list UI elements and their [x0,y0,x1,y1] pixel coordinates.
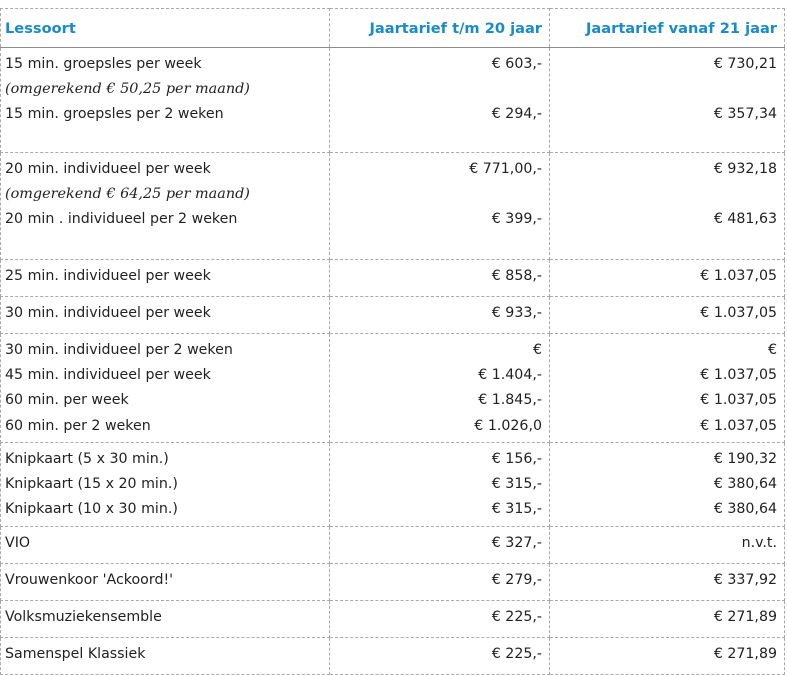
price-to-20-cell [330,334,550,443]
price-from-21-cell [550,601,785,638]
price-from-21-cell [550,334,785,443]
price-value: n.v.t. [741,535,777,551]
lesson-type-cell [1,601,330,638]
table-row [1,601,785,638]
price-value: € 1.404,- [478,367,542,384]
price-value: € 1.845,- [478,392,542,409]
lesson-label: Samenspel Klassiek [5,646,146,662]
lesson-type-cell [1,297,330,334]
price-from-21-cell [550,527,785,564]
price-value: € 481,63 [713,211,777,228]
table-row [1,153,785,260]
price-from-21-cell [550,48,785,153]
price-value: € 271,89 [713,646,777,662]
table-row [1,297,785,334]
price-to-20-cell [330,527,550,564]
price-value: € 315,- [491,476,542,493]
price-to-20-cell [330,601,550,638]
price-value: € 225,- [491,646,542,662]
lesson-label: 20 min. individueel per week [5,161,211,177]
price-value: € 1.037,05 [700,417,777,434]
price-value: € 294,- [491,106,542,123]
price-to-20-cell [330,48,550,153]
table-row [1,48,785,153]
price-to-20-cell [330,443,550,527]
table-row [1,638,785,675]
lesson-type-cell [1,564,330,601]
lesson-type-cell [1,334,330,443]
price-value: € 1.037,05 [700,305,777,321]
lesson-label: 60 min. per week [5,392,129,409]
lesson-label: 15 min. groepsles per week [5,56,202,72]
price-from-21-cell [550,638,785,675]
price-value: € 771,00,- [469,161,542,177]
price-value: € [532,342,542,358]
monthly-note: (omgerekend € 64,25 per maand) [5,186,250,203]
lesson-label: 30 min. individueel per 2 weken [5,342,233,358]
lesson-label: Knipkaart (10 x 30 min.) [5,501,178,518]
table-row [1,443,785,527]
price-to-20-cell [330,260,550,297]
price-value: € 1.037,05 [700,392,777,409]
price-to-20-cell [330,297,550,334]
price-value: € [767,342,777,358]
price-value: € 858,- [491,268,542,284]
table-row [1,260,785,297]
price-value: € 327,- [491,535,542,551]
price-value: € 190,32 [713,451,777,467]
column-header-lessoort: Lessoort [1,9,330,48]
price-value: € 1.026,0 [474,417,542,434]
price-value: € 1.037,05 [700,268,777,284]
price-value: € 1.037,05 [700,367,777,384]
price-value: € 271,89 [713,609,777,625]
price-value: € 933,- [491,305,542,321]
price-value: € 603,- [491,56,542,72]
table-header-row [1,9,785,48]
price-from-21-cell [550,564,785,601]
column-header-price-from-21: Jaartarief vanaf 21 jaar [550,9,785,48]
price-value [334,77,542,102]
price-value: € 156,- [491,451,542,467]
lesson-label: 60 min. per 2 weken [5,417,151,434]
lesson-label: Knipkaart (5 x 30 min.) [5,451,169,467]
price-value: € 225,- [491,609,542,625]
price-value: € 279,- [491,572,542,588]
monthly-note: (omgerekend € 50,25 per maand) [5,81,250,98]
lesson-label: 25 min. individueel per week [5,268,211,284]
price-to-20-cell [330,638,550,675]
lesson-label: 30 min. individueel per week [5,305,211,321]
price-value [334,182,542,207]
price-value: € 380,64 [713,501,777,518]
lesson-type-cell [1,260,330,297]
table-row [1,334,785,443]
table-body [1,48,785,675]
price-value: € 315,- [491,501,542,518]
lesson-type-cell [1,527,330,564]
price-to-20-cell [330,153,550,260]
lesson-label: VIO [5,535,31,551]
price-to-20-cell [330,564,550,601]
price-value: € 357,34 [713,106,777,123]
lesson-type-cell [1,153,330,260]
price-from-21-cell [550,297,785,334]
price-value: € 380,64 [713,476,777,493]
table-row [1,564,785,601]
lesson-label: Volksmuziekensemble [5,609,162,625]
price-from-21-cell [550,443,785,527]
price-from-21-cell [550,260,785,297]
tariff-table [0,8,785,675]
lesson-type-cell [1,638,330,675]
lesson-label: 15 min. groepsles per 2 weken [5,106,224,123]
lesson-label: 20 min . individueel per 2 weken [5,211,238,228]
price-value: € 337,92 [713,572,777,588]
price-value: € 932,18 [713,161,777,177]
price-value: € 730,21 [713,56,777,72]
lesson-type-cell [1,48,330,153]
column-header-price-to-20: Jaartarief t/m 20 jaar [330,9,550,48]
lesson-label: Vrouwenkoor 'Ackoord!' [5,572,174,588]
price-from-21-cell [550,153,785,260]
lesson-type-cell [1,443,330,527]
table-row [1,527,785,564]
lesson-label: 45 min. individueel per week [5,367,211,384]
price-value [554,77,777,102]
lesson-label: Knipkaart (15 x 20 min.) [5,476,178,493]
price-value: € 399,- [491,211,542,228]
price-value [554,182,777,207]
